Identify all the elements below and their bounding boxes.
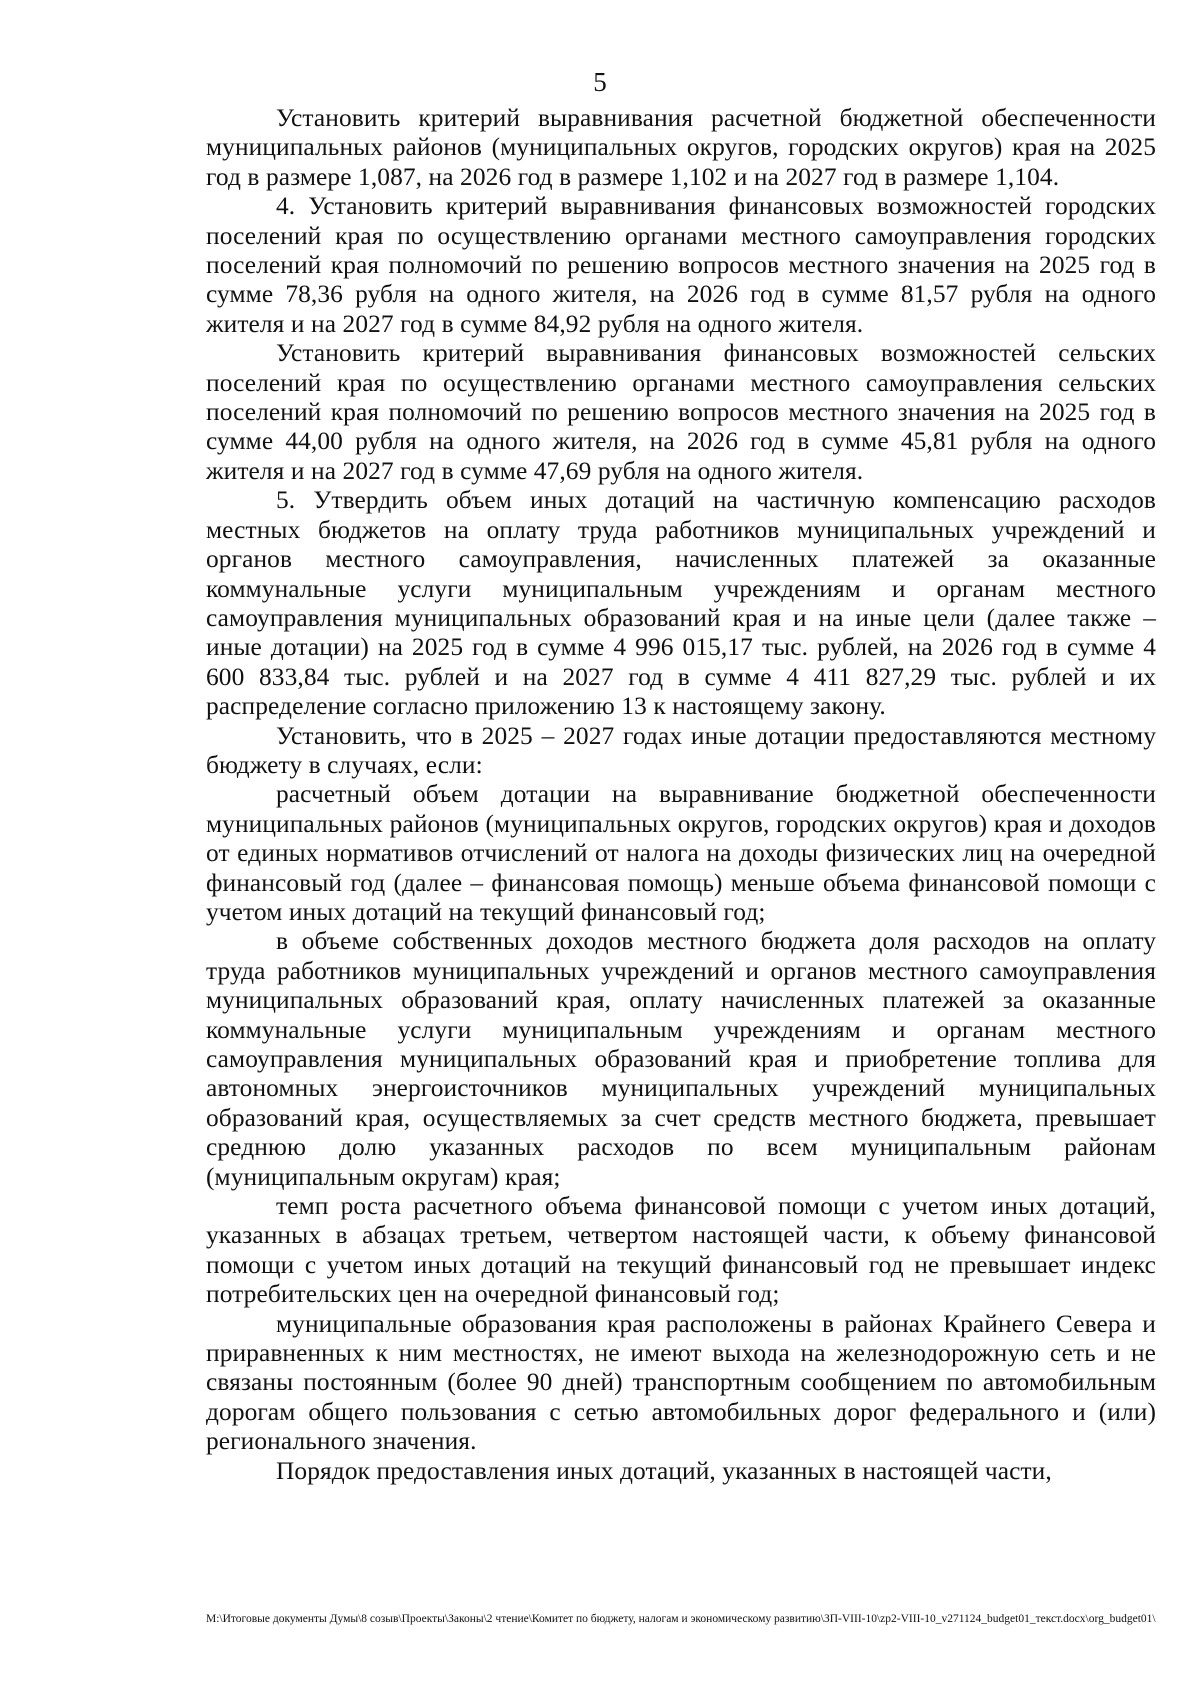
paragraph: 5. Утвердить объем иных дотаций на частичную компенсацию расходов местных бюджетов на оплату труда работников муниципальных учреждений и органов местного самоуправления, начисленных платежей за оказанные коммунальные услуги муниципальным учреждениям и органам местного самоуправления муниципальных образований края и на иные цели (далее также – иные дотации) на 2025 год в сумме 4 996 015,17 тыс. рублей, на 2026 год в сумме 4 600 833,84 тыс. рублей и на 2027 год в сумме 4 411 827,29 тыс. рублей и их распределение согласно приложению 13 к настоящему закону. xyxy=(206,486,1156,721)
paragraph: расчетный объем дотации на выравнивание бюджетной обеспеченности муниципальных районов (муниципальных округов, городских округов) края и доходов от единых нормативов отчислений от налога на доходы физических лиц на очередной финансовый год (далее – финансовая помощь) меньше объема финансовой помощи с учетом иных дотаций на текущий финансовый год; xyxy=(206,780,1156,926)
paragraph: Установить критерий выравнивания расчетной бюджетной обеспеченности муниципальных районов (муниципальных округов, городских округов) края на 2025 год в размере 1,087, на 2026 год в размере 1,102 и на 2027 год в размере 1,104. xyxy=(206,104,1156,191)
paragraph: муниципальные образования края расположены в районах Крайнего Севера и приравненных к ним местностях, не имеют выхода на железнодорожную сеть и не связаны постоянным (более 90 дней) транспортным сообщением по автомобильным дорогам общего пользования с сетью автомобильных дорог федерального и (или) регионального значения. xyxy=(206,1309,1156,1456)
document-body xyxy=(206,104,1156,1486)
paragraph: Порядок предоставления иных дотаций, указанных в настоящей части, xyxy=(276,1456,1052,1485)
page-number: 5 xyxy=(593,67,607,97)
paragraph: 4. Установить критерий выравнивания финансовых возможностей городских поселений края по осуществлению органами местного самоуправления городских поселений края полномочий по решению вопросов местного значения на 2025 год в сумме 78,36 рубля на одного жителя, на 2026 год в сумме 81,57 рубля на одного жителя и на 2027 год в сумме 84,92 рубля на одного жителя. xyxy=(206,192,1156,338)
paragraph: Установить критерий выравнивания финансовых возможностей сельских поселений края по осуществлению органами местного самоуправления сельских поселений края полномочий по решению вопросов местного значения на 2025 год в сумме 44,00 рубля на одного жителя, на 2026 год в сумме 45,81 рубля на одного жителя и на 2027 год в сумме 47,69 рубля на одного жителя. xyxy=(206,339,1156,485)
paragraph: в объеме собственных доходов местного бюджета доля расходов на оплату труда работников муниципальных учреждений и органов местного самоуправления муниципальных образований края, оплату начисленных платежей за оказанные коммунальные услуги муниципальным учреждениям и органам местного самоуправления муниципальных образований края и приобретение топлива для автономных энергоисточников муниципальных учреждений муниципальных образований края, осуществляемых за счет средств местного бюджета, превышает среднюю долю указанных расходов по всем муниципальным районам (муниципальным округам) края; xyxy=(206,927,1156,1191)
paragraph: темп роста расчетного объема финансовой помощи с учетом иных дотаций, указанных в абзацах третьем, четвертом настоящей части, к объему финансовой помощи с учетом иных дотаций на текущий финансовый год не превышает индекс потребительских цен на очередной финансовый год; xyxy=(206,1192,1156,1309)
footer-file-path: M:\Итоговые документы Думы\8 созыв\Проекты\Законы\2 чтение\Комитет по бюджету, налогам и экономическому развитию\ЗП-VIII-10\zp2-VIII-10_v271124_budget01_текст.docx\org_budget01\ xyxy=(206,1613,1156,1625)
paragraph: Установить, что в 2025 – 2027 годах иные дотации предоставляются местному бюджету в случаях, если: xyxy=(206,721,1156,779)
